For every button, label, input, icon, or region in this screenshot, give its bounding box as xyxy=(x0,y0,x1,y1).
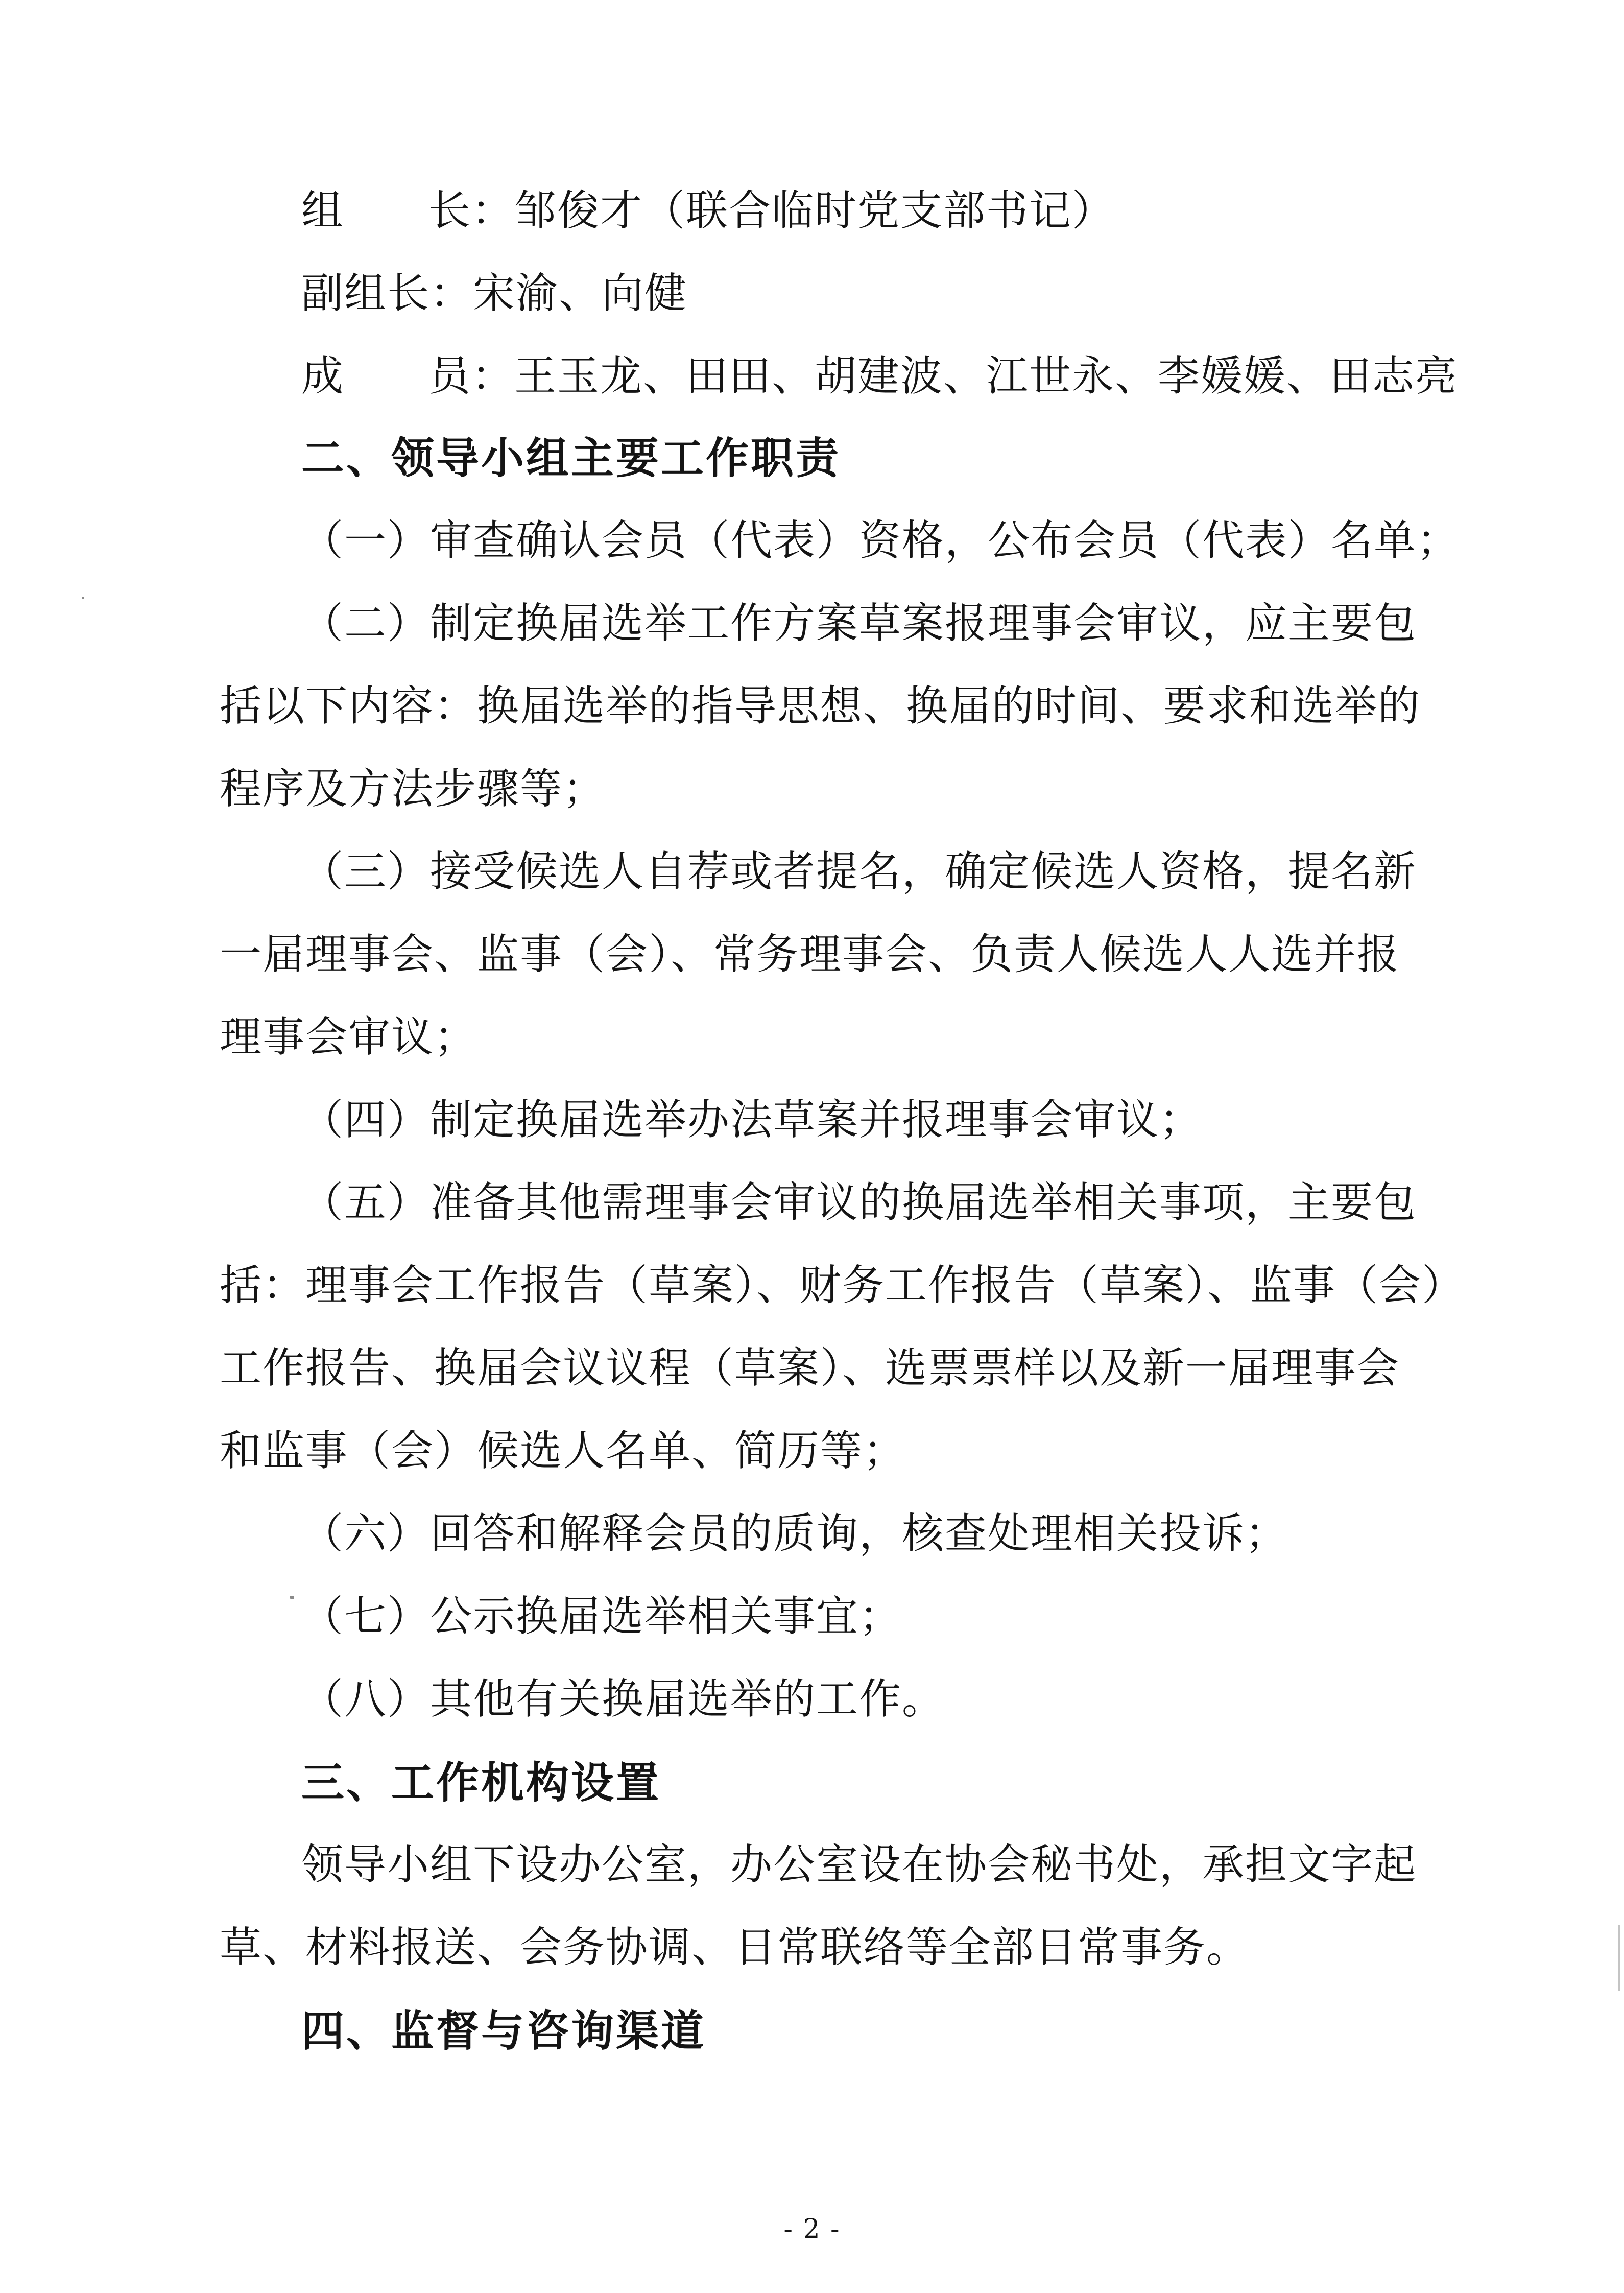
leader-value: 邹俊才（联合临时党支部书记） xyxy=(514,186,1115,235)
members-label-b: 员： xyxy=(428,352,515,400)
section3-line: 领导小组下设办公室，办公室设在协会秘书处，承担文字起 xyxy=(301,1840,1417,1889)
section2-line: （六）回答和解释会员的质询，核查处理相关投诉； xyxy=(301,1509,1288,1558)
section3-line: 草、材料报送、会务协调、日常联络等全部日常事务。 xyxy=(220,1923,1250,1972)
section2-line: （三）接受候选人自荐或者提名，确定候选人资格，提名新 xyxy=(301,847,1417,896)
section2-line: （四）制定换届选举办法草案并报理事会审议； xyxy=(301,1096,1203,1144)
leader-label-b: 长： xyxy=(428,186,515,235)
members-label-a: 成 xyxy=(301,352,345,400)
section2-heading: 二、领导小组主要工作职责 xyxy=(301,433,841,483)
deputy-line xyxy=(301,269,688,318)
members-value: 王玉龙、田田、胡建波、江世永、李媛媛、田志亮 xyxy=(514,352,1459,400)
scan-speck xyxy=(290,1596,294,1599)
section2-line: 括：理事会工作报告（草案）、财务工作报告（草案）、监事（会） xyxy=(220,1261,1465,1310)
section2-line: 工作报告、换届会议议程（草案）、选票票样以及新一届理事会 xyxy=(220,1344,1400,1392)
section2-line: （二）制定换届选举工作方案草案报理事会审议，应主要包 xyxy=(301,599,1417,648)
leader-label-a: 组 xyxy=(301,186,345,235)
section2-line: 程序及方法步骤等； xyxy=(220,765,606,813)
section4-heading: 四、监督与咨询渠道 xyxy=(301,2006,706,2056)
deputy-value: 宋渝、向健 xyxy=(473,269,688,318)
section2-line: 括以下内容：换届选举的指导思想、换届的时间、要求和选举的 xyxy=(220,682,1421,730)
scan-speck xyxy=(82,597,84,599)
section3-heading: 三、工作机构设置 xyxy=(301,1758,661,1808)
section2-line: （五）准备其他需理事会审议的换届选举相关事项，主要包 xyxy=(301,1178,1417,1227)
leader-line xyxy=(301,186,1115,235)
section2-line: （八）其他有关换届选举的工作。 xyxy=(301,1675,945,1723)
members-line xyxy=(301,352,1459,400)
section2-line: （七）公示换届选举相关事宜； xyxy=(301,1592,902,1641)
scan-edge-mark xyxy=(1618,1925,1620,1991)
section2-line: 理事会审议； xyxy=(220,1013,477,1061)
page-number: - 2 - xyxy=(783,2214,841,2244)
section2-line: 和监事（会）候选人名单、简历等； xyxy=(220,1427,906,1475)
section2-line: （一）审查确认会员（代表）资格，公布会员（代表）名单； xyxy=(301,516,1460,565)
section2-line: 一届理事会、监事（会）、常务理事会、负责人候选人人选并报 xyxy=(220,930,1400,979)
deputy-label: 副组长： xyxy=(301,269,473,318)
